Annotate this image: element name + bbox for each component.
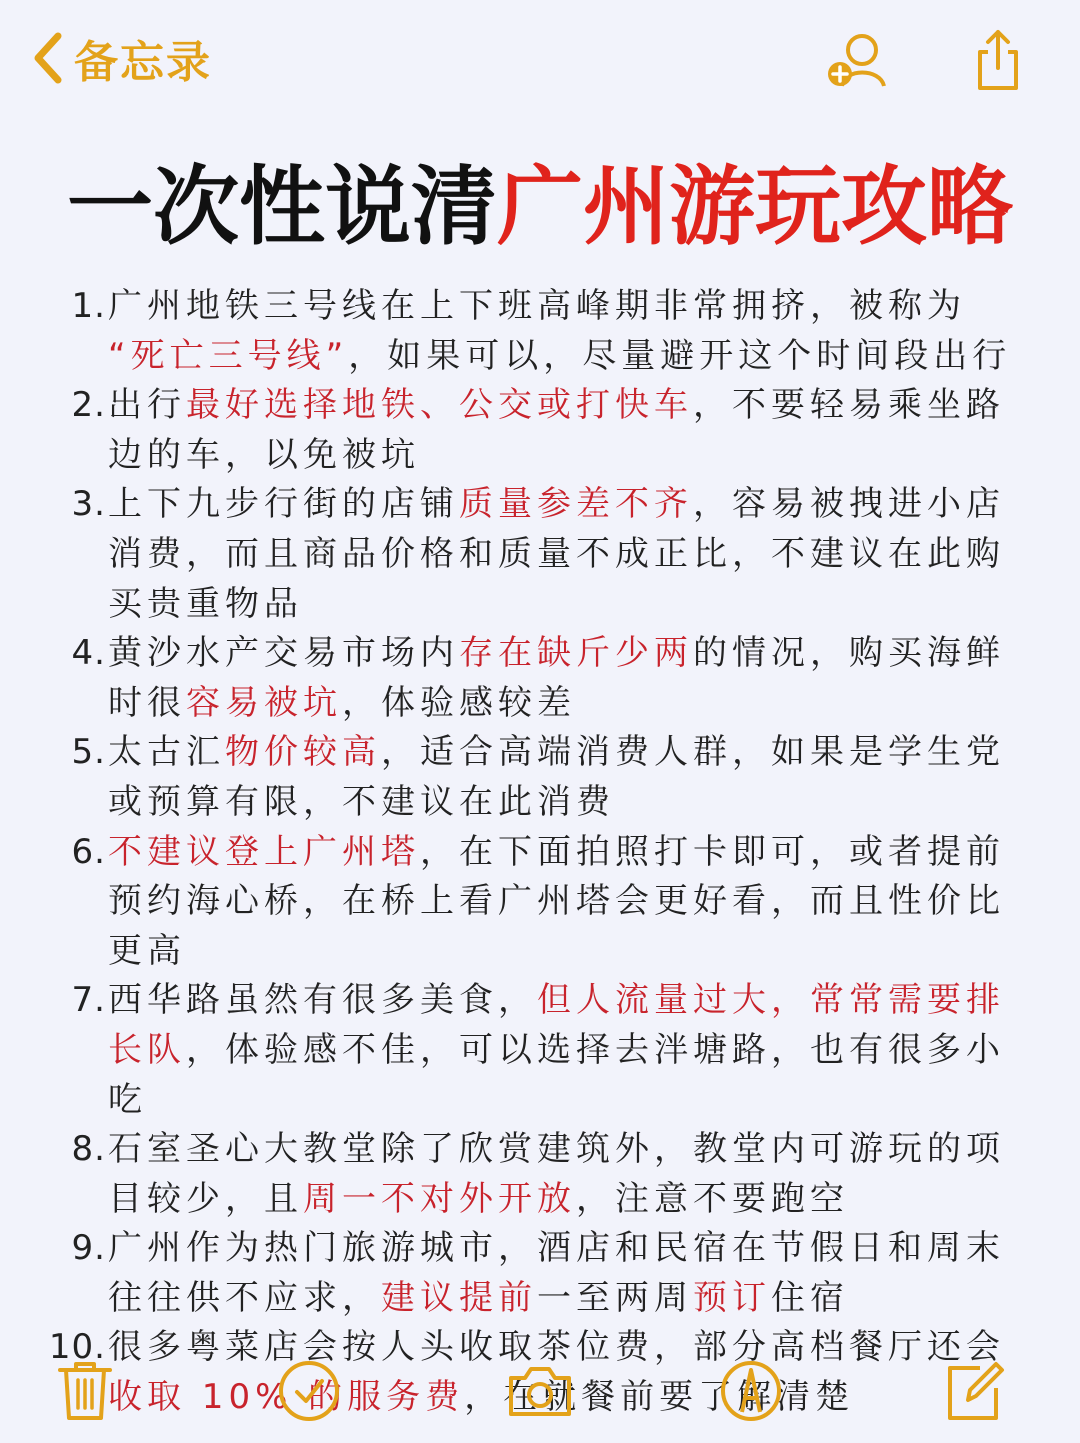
highlight-text: 质量参差不齐 — [459, 484, 693, 525]
item-text: ，在下面拍照打卡即可，或者提前预约海心桥，在桥上看广州塔会更好看，而且性价比更高 — [108, 831, 1005, 971]
checklist-button[interactable] — [274, 1356, 344, 1426]
back-label: 备忘录 — [74, 37, 212, 88]
item-text: ，如果可以，尽量避开这个时间段出行 — [348, 335, 1012, 376]
item-number: 2. — [71, 385, 106, 426]
share-note-button[interactable] — [822, 28, 894, 92]
item-text: 住宿 — [771, 1277, 849, 1318]
bottom-toolbar — [0, 1352, 1080, 1432]
delete-button[interactable] — [50, 1356, 120, 1426]
list-item — [0, 828, 1080, 977]
checklist-icon — [274, 1356, 344, 1426]
trash-icon — [50, 1356, 120, 1426]
item-text: 很多粤菜店会按人头收取茶位费，部分高档餐厅还会 — [108, 1327, 1005, 1368]
highlight-text: 容易被坑 — [186, 682, 342, 723]
highlight-text: 存在缺斤少两 — [459, 633, 693, 674]
list-item — [0, 1125, 1080, 1224]
item-text: ，体验感较差 — [342, 682, 576, 723]
item-number: 9. — [71, 1228, 106, 1269]
item-number: 1. — [71, 286, 106, 326]
highlight-text: “死亡三号线” — [108, 335, 349, 376]
highlight-text: 预订 — [693, 1277, 771, 1318]
highlight-text: 不建议登上广州塔 — [108, 831, 420, 872]
tips-list — [0, 282, 1080, 1423]
item-number: 4. — [71, 633, 106, 674]
back-button[interactable] — [28, 26, 212, 90]
top-toolbar — [0, 0, 1080, 120]
item-text: 太古汇 — [108, 732, 225, 773]
chevron-left-icon — [28, 28, 68, 88]
markup-button[interactable] — [716, 1356, 786, 1426]
list-item — [0, 728, 1080, 827]
item-text: 一至两周 — [537, 1277, 693, 1318]
item-number: 5. — [71, 732, 106, 773]
list-item — [0, 480, 1080, 629]
item-number: 8. — [71, 1129, 106, 1170]
item-text: 西华路虽然有很多美食， — [108, 980, 537, 1021]
item-text: 广州作为热门旅游城市，酒店和民宿在节假日和周末往往供不应求， — [108, 1228, 1005, 1318]
highlight-text: 建议提前 — [381, 1277, 537, 1318]
highlight-text: 周一不对外开放 — [303, 1178, 576, 1219]
camera-button[interactable] — [505, 1356, 575, 1426]
item-text: ，容易被拽进小店消费，而且商品价格和质量不成正比，不建议在此购买贵重物品 — [108, 484, 1005, 624]
item-text: 上下九步行街的店铺 — [108, 484, 459, 525]
compose-button[interactable] — [940, 1356, 1010, 1426]
highlight-text: 但人流量过大，常常需要排长队 — [108, 980, 1005, 1070]
item-text: ，体验感不佳，可以选择去泮塘路，也有很多小吃 — [108, 1029, 1005, 1120]
highlight-text: 物价较高 — [225, 732, 381, 773]
list-item — [0, 976, 1080, 1125]
markup-icon — [716, 1356, 786, 1426]
item-text: ，在就餐前要了解清楚 — [464, 1377, 855, 1418]
item-number: 6. — [71, 831, 106, 872]
title-part-red: 广州游玩攻略 — [497, 157, 1013, 257]
highlight-text: 最好选择地铁、公交或打快车 — [186, 385, 693, 426]
list-item — [0, 381, 1080, 480]
item-text: 黄沙水产交易市场内 — [108, 633, 459, 674]
highlight-text: 收取 10% 的服务费 — [108, 1377, 465, 1418]
item-text: ，注意不要跑空 — [576, 1178, 849, 1219]
share-button[interactable] — [962, 28, 1034, 92]
list-item — [0, 282, 1080, 381]
item-text: 的情况，购买海鲜时很 — [108, 633, 1005, 723]
item-number: 10. — [48, 1327, 106, 1368]
item-text: 出行 — [108, 385, 186, 426]
item-text: 石室圣心大教堂除了欣赏建筑外，教堂内可游玩的项目较少，且 — [108, 1129, 1005, 1219]
share-icon — [962, 28, 1034, 92]
item-text: ，不要轻易乘坐路边的车，以免被坑 — [108, 385, 1005, 475]
item-number: 7. — [71, 980, 106, 1021]
add-person-icon — [822, 28, 894, 92]
compose-icon — [940, 1356, 1010, 1426]
title-part-black: 一次性说清 — [67, 157, 497, 257]
item-text: 广州地铁三号线在上下班高峰期非常拥挤，被称为 — [108, 286, 966, 326]
item-number: 3. — [71, 484, 106, 525]
list-item — [0, 629, 1080, 728]
camera-icon — [505, 1356, 575, 1426]
item-text: ，适合高端消费人群，如果是学生党或预算有限，不建议在此消费 — [108, 732, 1005, 822]
note-title — [0, 152, 1080, 262]
list-item — [0, 1224, 1080, 1323]
